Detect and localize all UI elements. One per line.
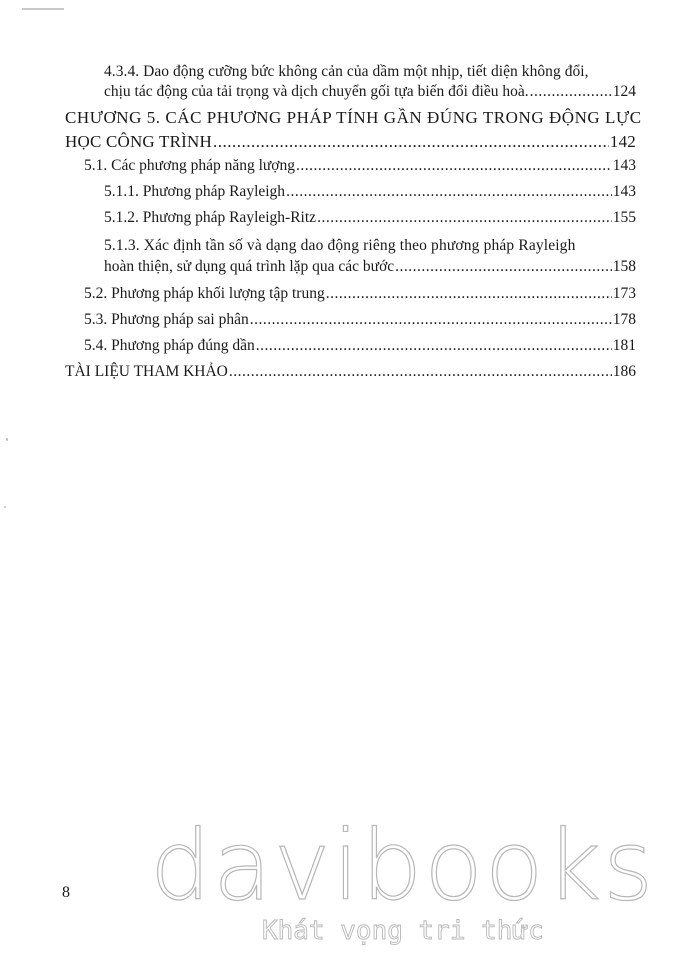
toc-page-number: 181 (612, 337, 636, 354)
dot-leader (395, 257, 612, 277)
toc-entry-text: 5.4. Phương pháp đúng dần (84, 337, 255, 354)
toc-entry-text-line-1: 4.3.4. Dao động cưỡng bức không cản của dầm một nhịp, tiết diện không đổi, (104, 63, 589, 80)
toc-entry-4-3-4[interactable] (104, 62, 636, 102)
toc-page-number: 155 (612, 209, 636, 226)
toc-entry-line (65, 132, 636, 152)
toc-entry-5-1-3[interactable] (104, 236, 636, 277)
toc-entry-5-4[interactable] (84, 336, 636, 356)
toc-entry-chapter-5[interactable] (65, 108, 642, 152)
toc-page-number: 178 (612, 311, 636, 328)
toc-entry-5-1[interactable] (84, 156, 636, 176)
top-rule (22, 8, 64, 10)
dot-leader (229, 362, 612, 382)
chapter-title-line-2: HỌC CÔNG TRÌNH (65, 132, 212, 151)
toc-entry-5-1-1[interactable] (104, 182, 636, 202)
toc-entry-line (84, 156, 636, 176)
dot-leader (296, 156, 612, 176)
toc-entry-line (104, 257, 636, 277)
dot-leader (286, 182, 612, 202)
toc-entry-line (104, 208, 636, 228)
toc-entry-5-2[interactable] (84, 284, 636, 304)
toc-entry-line (84, 336, 636, 356)
dot-leader (256, 336, 612, 356)
toc-entry-text: 5.1.2. Phương pháp Rayleigh-Ritz (104, 209, 317, 226)
toc-entry-5-3[interactable] (84, 310, 636, 330)
toc-entry-text: 5.3. Phương pháp sai phân (84, 311, 249, 328)
toc-page-number: 143 (612, 157, 636, 174)
dot-leader (326, 284, 612, 304)
toc-entry-line (84, 310, 636, 330)
toc-page-number: 158 (612, 258, 636, 275)
dot-leader (530, 82, 612, 102)
toc-entry-line (104, 82, 636, 102)
toc-entry-text: TÀI LIỆU THAM KHẢO (65, 363, 228, 380)
toc-page-number: 173 (612, 285, 636, 302)
toc-entry-line (65, 362, 636, 382)
toc-entry-text: 5.2. Phương pháp khối lượng tập trung (84, 285, 325, 302)
page-number: 8 (62, 884, 70, 901)
dot-leader (213, 132, 609, 152)
toc-page-number: 143 (612, 183, 636, 200)
toc-entry-text-line-2: hoàn thiện, sử dụng quá trình lặp qua các bước (104, 258, 395, 275)
toc-entry-5-1-2[interactable] (104, 208, 636, 228)
watermark-tagline: Khát vọng tri thức (262, 916, 544, 946)
dot-leader (317, 208, 612, 228)
toc-entry-line (104, 182, 636, 202)
toc-entry-text: 5.1. Các phương pháp năng lượng (84, 157, 295, 174)
toc-entry-text-line-1: 5.1.3. Xác định tần số và dạng dao động riêng theo phương pháp Rayleigh (104, 237, 576, 254)
toc-entry-line (84, 284, 636, 304)
chapter-title-line-1: CHƯƠNG 5. CÁC PHƯƠNG PHÁP TÍNH GẦN ĐÚNG TRONG ĐỘNG LỰC (65, 108, 642, 127)
toc-entry-text: 5.1.1. Phương pháp Rayleigh (104, 183, 286, 200)
watermark-brand: davibooks (150, 810, 656, 922)
toc-entry-text-line-2: chịu tác động của tải trọng và dịch chuyển gối tựa biến đổi điều hoà. (104, 83, 529, 100)
toc-page-number: 142 (609, 132, 636, 151)
dot-leader (250, 310, 612, 330)
scan-speck (6, 438, 8, 441)
toc-entry-references[interactable] (65, 362, 636, 382)
toc-page-number: 124 (612, 83, 636, 100)
toc-page-number: 186 (612, 363, 636, 380)
scan-speck (4, 506, 6, 508)
